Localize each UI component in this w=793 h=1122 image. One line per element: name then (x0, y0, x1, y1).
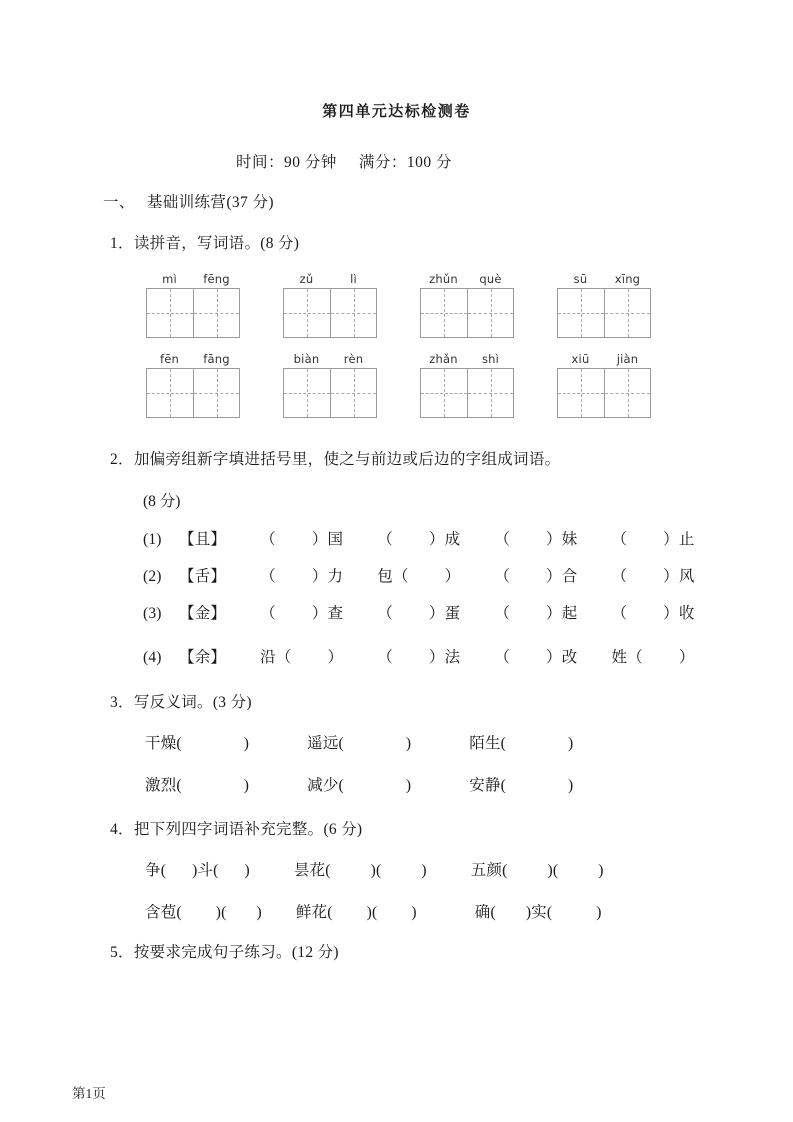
idiom-part-c: ) (411, 904, 417, 921)
tianzige-cell[interactable] (330, 289, 376, 337)
question-1-heading: 1．读拼音，写词语。(8 分) (110, 235, 300, 252)
pinyin-grid-1 (146, 272, 240, 338)
row-index: (2) (143, 568, 162, 585)
idiom-part-a[interactable]: 五颜( (470, 862, 508, 879)
idiom-part-b[interactable]: )( (215, 904, 227, 921)
q2-row-4[interactable] (143, 645, 695, 667)
pinyin-right: shì (481, 352, 500, 366)
idiom-part-b[interactable]: )实( (525, 904, 553, 921)
tianzige-cell[interactable] (147, 289, 193, 337)
pinyin-right: jiàn (616, 352, 639, 366)
tianzige-boxes[interactable] (557, 288, 651, 338)
tianzige-boxes[interactable] (283, 288, 377, 338)
pinyin-labels (283, 352, 377, 366)
antonym-word[interactable]: 干燥( (145, 735, 182, 752)
pinyin-grid-2 (283, 272, 377, 338)
tianzige-cell[interactable] (558, 369, 604, 417)
question-5-heading: 5．按要求完成句子练习。(12 分) (110, 944, 339, 961)
idiom-part-a[interactable]: 确( (474, 904, 496, 921)
idiom-part-b[interactable]: )斗( (192, 862, 219, 879)
section-title: 基础训练营(37 分) (146, 194, 274, 211)
blank-item[interactable]: （ (494, 568, 511, 585)
q3-row-2[interactable] (145, 773, 573, 795)
antonym-word[interactable]: 减少( (307, 777, 344, 794)
blank-item[interactable]: （ (494, 649, 511, 666)
section-heading-1 (103, 190, 274, 212)
q2-row-1[interactable] (143, 527, 695, 549)
blank-item[interactable]: 包（ (377, 568, 409, 585)
pinyin-grid-5 (146, 352, 240, 418)
blank-item[interactable]: （ (611, 531, 628, 548)
blank-item-post: ）法 (428, 649, 461, 666)
blank-item-post: ） (444, 568, 461, 585)
pinyin-grid-4 (557, 272, 651, 338)
blank-item[interactable]: （ (494, 605, 511, 622)
row-index: (4) (143, 649, 162, 666)
idiom-part-b[interactable]: )( (547, 862, 559, 879)
idiom-part-a[interactable]: 鲜花( (295, 904, 333, 921)
idiom-part-b[interactable]: )( (370, 862, 382, 879)
question-3-heading: 3．写反义词。(3 分) (110, 694, 252, 711)
pinyin-right: lì (350, 272, 357, 286)
blank-item-post: ）收 (663, 605, 695, 622)
tianzige-cell[interactable] (467, 289, 513, 337)
blank-item[interactable]: （ (377, 605, 393, 622)
antonym-word[interactable]: 激烈( (145, 777, 182, 794)
antonym-close: ) (243, 777, 250, 794)
blank-item-post: ） (678, 649, 695, 666)
tianzige-boxes[interactable] (420, 288, 514, 338)
q3-row-1[interactable] (145, 731, 573, 753)
pinyin-grid-8 (557, 352, 651, 418)
tianzige-cell[interactable] (558, 289, 604, 337)
pinyin-left: mì (162, 272, 177, 286)
question-2-heading-points: (8 分) (143, 493, 181, 510)
antonym-word[interactable]: 遥远( (307, 735, 344, 752)
row-key-char: 【余】 (179, 649, 227, 666)
pinyin-labels (146, 272, 240, 286)
blank-item[interactable]: 姓（ (611, 649, 643, 666)
page-footer: 第1页 (72, 1086, 106, 1101)
row-key-char: 【且】 (179, 531, 227, 548)
blank-item[interactable]: （ (611, 568, 628, 585)
row-key-char: 【金】 (179, 605, 227, 622)
row-index: (3) (143, 605, 162, 622)
blank-item[interactable]: （ (377, 649, 393, 666)
blank-item[interactable]: （ (260, 605, 276, 622)
tianzige-boxes[interactable] (420, 368, 514, 418)
antonym-close: ) (405, 777, 412, 794)
blank-item-post: ）成 (428, 531, 461, 548)
antonym-close: ) (568, 735, 574, 752)
tianzige-cell[interactable] (193, 289, 239, 337)
tianzige-cell[interactable] (421, 369, 467, 417)
section-number: 一、 (103, 194, 135, 211)
tianzige-cell[interactable] (147, 369, 193, 417)
pinyin-right: què (479, 272, 502, 286)
pinyin-left: fēn (159, 352, 179, 366)
pinyin-right: fēng (203, 272, 230, 286)
blank-item[interactable]: （ (611, 605, 628, 622)
blank-item[interactable]: 沿（ (260, 649, 292, 666)
pinyin-left: sū (573, 272, 588, 286)
q4-row-1[interactable] (145, 858, 604, 880)
q2-row-3[interactable] (143, 601, 695, 623)
pinyin-grid-7 (420, 352, 514, 418)
pinyin-labels (557, 352, 651, 366)
antonym-word[interactable]: 陌生( (469, 735, 507, 752)
idiom-part-a[interactable]: 含苞( (145, 904, 182, 921)
tianzige-cell[interactable] (193, 369, 239, 417)
blank-item-post: ） (327, 649, 344, 666)
page-title: 第四单元达标检测卷 (322, 102, 471, 120)
blank-item[interactable]: （ (260, 568, 276, 585)
pinyin-left: xiū (571, 352, 590, 366)
idiom-part-c: ) (421, 862, 427, 879)
antonym-close: ) (243, 735, 250, 752)
tianzige-boxes[interactable] (557, 368, 651, 418)
pinyin-labels (283, 272, 377, 286)
blank-item-post: ）改 (546, 649, 578, 666)
blank-item-post: ）止 (663, 531, 695, 548)
exam-time-label: 时间：90 分钟 (235, 154, 337, 171)
question-2-heading: 2．加偏旁组新字填进括号里，使之与前边或后边的字组成词语。 (110, 451, 561, 468)
question-4-heading: 4．把下列四字词语补充完整。(6 分) (110, 821, 363, 838)
tianzige-cell[interactable] (604, 289, 650, 337)
pinyin-grid-6 (283, 352, 377, 418)
idiom-part-c: ) (596, 904, 602, 921)
blank-item-post: ）起 (546, 605, 578, 622)
pinyin-left: biàn (293, 352, 320, 366)
pinyin-left: zhǔn (429, 272, 458, 286)
pinyin-labels (420, 272, 514, 286)
blank-item-post: ）合 (546, 568, 578, 585)
pinyin-right: rèn (343, 352, 364, 366)
blank-item-post: ）查 (311, 605, 344, 622)
tianzige-cell[interactable] (467, 369, 513, 417)
q4-row-2[interactable] (145, 900, 602, 922)
antonym-close: ) (568, 777, 574, 794)
blank-item-post: ）国 (311, 531, 344, 548)
pinyin-left: zǔ (299, 272, 314, 286)
pinyin-left: zhǎn (429, 352, 458, 366)
tianzige-cell[interactable] (330, 369, 376, 417)
tianzige-cell[interactable] (604, 369, 650, 417)
blank-item[interactable]: （ (260, 531, 276, 548)
tianzige-cell[interactable] (421, 289, 467, 337)
row-index: (1) (143, 531, 162, 548)
pinyin-grid-3 (420, 272, 514, 338)
blank-item-post: ）力 (311, 568, 344, 585)
tianzige-boxes[interactable] (146, 288, 240, 338)
idiom-part-c: ) (598, 862, 604, 879)
pinyin-labels (557, 272, 651, 286)
tianzige-cell[interactable] (284, 289, 330, 337)
idiom-part-c: ) (244, 862, 250, 879)
blank-item-post: ）蛋 (428, 605, 461, 622)
exam-meta (0, 150, 793, 172)
pinyin-right: xīng (614, 272, 641, 286)
antonym-close: ) (405, 735, 412, 752)
q2-row-2[interactable] (143, 564, 695, 586)
exam-score-label: 满分：100 分 (358, 154, 453, 171)
idiom-part-a[interactable]: 昙花( (293, 862, 331, 879)
blank-item[interactable]: （ (494, 531, 511, 548)
blank-item[interactable]: （ (377, 531, 393, 548)
tianzige-boxes[interactable] (146, 368, 240, 418)
tianzige-cell[interactable] (284, 369, 330, 417)
pinyin-labels (146, 352, 240, 366)
tianzige-boxes[interactable] (283, 368, 377, 418)
idiom-part-b[interactable]: )( (366, 904, 378, 921)
pinyin-right: fāng (203, 352, 230, 366)
row-key-char: 【舌】 (179, 568, 227, 585)
blank-item-post: ）风 (663, 568, 695, 585)
blank-item-post: ）妹 (546, 531, 578, 548)
idiom-part-c: ) (256, 904, 262, 921)
pinyin-labels (420, 352, 514, 366)
idiom-part-a[interactable]: 争( (145, 862, 167, 879)
antonym-word[interactable]: 安静( (469, 777, 507, 794)
